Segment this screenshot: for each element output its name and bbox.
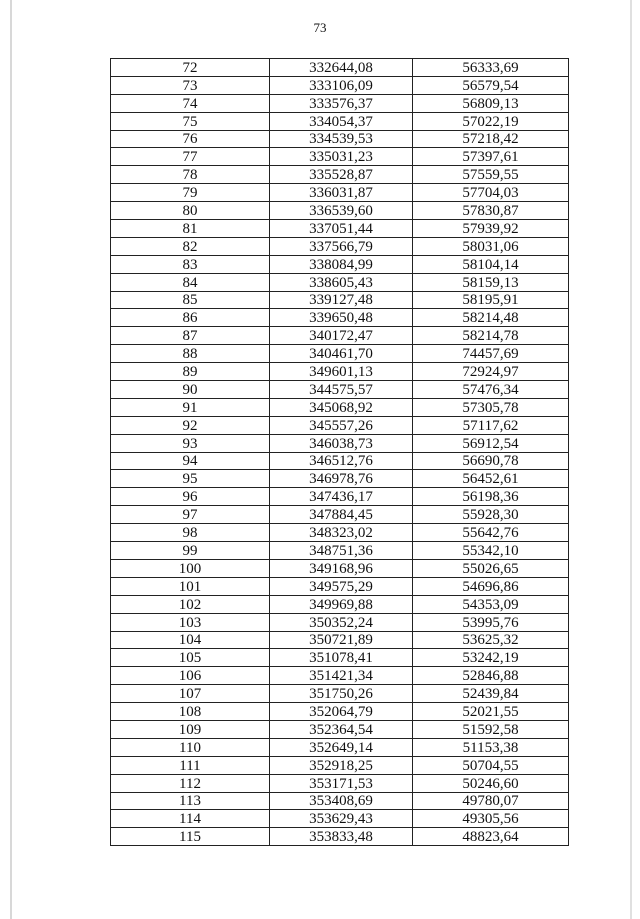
y-coordinate-cell: 52021,55 (413, 703, 569, 721)
table-row (111, 774, 569, 792)
page-number: 73 (313, 20, 327, 35)
x-coordinate-cell: 344575,57 (270, 381, 413, 399)
x-coordinate-cell: 350352,24 (270, 613, 413, 631)
table-row (111, 59, 569, 77)
y-coordinate-cell: 51153,38 (413, 738, 569, 756)
y-coordinate-cell: 53242,19 (413, 649, 569, 667)
x-coordinate-cell: 351750,26 (270, 685, 413, 703)
table-row (111, 434, 569, 452)
y-coordinate-cell: 56912,54 (413, 434, 569, 452)
y-coordinate-cell: 50246,60 (413, 774, 569, 792)
x-coordinate-cell: 336539,60 (270, 202, 413, 220)
y-coordinate-cell: 74457,69 (413, 345, 569, 363)
point-number-cell: 111 (111, 756, 270, 774)
y-coordinate-cell: 54353,09 (413, 595, 569, 613)
point-number-cell: 89 (111, 363, 270, 381)
point-number-cell: 94 (111, 452, 270, 470)
x-coordinate-cell: 346978,76 (270, 470, 413, 488)
point-number-cell: 104 (111, 631, 270, 649)
point-number-cell: 102 (111, 595, 270, 613)
table-row (111, 184, 569, 202)
table-row (111, 148, 569, 166)
y-coordinate-cell: 55026,65 (413, 559, 569, 577)
table-row (111, 542, 569, 560)
y-coordinate-cell: 55642,76 (413, 524, 569, 542)
table-row (111, 738, 569, 756)
y-coordinate-cell: 49305,56 (413, 810, 569, 828)
point-number-cell: 82 (111, 237, 270, 255)
table-row (111, 76, 569, 94)
table-row (111, 220, 569, 238)
point-number-cell: 105 (111, 649, 270, 667)
x-coordinate-cell: 346512,76 (270, 452, 413, 470)
table-row (111, 667, 569, 685)
y-coordinate-cell: 57559,55 (413, 166, 569, 184)
table-row (111, 810, 569, 828)
x-coordinate-cell: 340461,70 (270, 345, 413, 363)
table-row (111, 685, 569, 703)
x-coordinate-cell: 352064,79 (270, 703, 413, 721)
y-coordinate-cell: 57704,03 (413, 184, 569, 202)
x-coordinate-cell: 338084,99 (270, 255, 413, 273)
x-coordinate-cell: 350721,89 (270, 631, 413, 649)
x-coordinate-cell: 336031,87 (270, 184, 413, 202)
point-number-cell: 86 (111, 309, 270, 327)
x-coordinate-cell: 333106,09 (270, 76, 413, 94)
x-coordinate-cell: 352364,54 (270, 720, 413, 738)
x-coordinate-cell: 335031,23 (270, 148, 413, 166)
point-number-cell: 74 (111, 94, 270, 112)
x-coordinate-cell: 353171,53 (270, 774, 413, 792)
y-coordinate-cell: 58214,48 (413, 309, 569, 327)
y-coordinate-cell: 56333,69 (413, 59, 569, 77)
coordinates-table (110, 58, 569, 846)
y-coordinate-cell: 72924,97 (413, 363, 569, 381)
x-coordinate-cell: 338605,43 (270, 273, 413, 291)
table-row (111, 524, 569, 542)
table-row (111, 237, 569, 255)
table-row (111, 559, 569, 577)
table-row (111, 756, 569, 774)
x-coordinate-cell: 347884,45 (270, 506, 413, 524)
point-number-cell: 92 (111, 416, 270, 434)
y-coordinate-cell: 56579,54 (413, 76, 569, 94)
point-number-cell: 84 (111, 273, 270, 291)
point-number-cell: 88 (111, 345, 270, 363)
point-number-cell: 81 (111, 220, 270, 238)
point-number-cell: 78 (111, 166, 270, 184)
point-number-cell: 107 (111, 685, 270, 703)
y-coordinate-cell: 58214,78 (413, 327, 569, 345)
y-coordinate-cell: 58195,91 (413, 291, 569, 309)
point-number-cell: 103 (111, 613, 270, 631)
x-coordinate-cell: 337566,79 (270, 237, 413, 255)
point-number-cell: 108 (111, 703, 270, 721)
point-number-cell: 73 (111, 76, 270, 94)
y-coordinate-cell: 49780,07 (413, 792, 569, 810)
table-row (111, 130, 569, 148)
y-coordinate-cell: 57022,19 (413, 112, 569, 130)
point-number-cell: 76 (111, 130, 270, 148)
y-coordinate-cell: 56690,78 (413, 452, 569, 470)
x-coordinate-cell: 353408,69 (270, 792, 413, 810)
point-number-cell: 96 (111, 488, 270, 506)
y-coordinate-cell: 56809,13 (413, 94, 569, 112)
x-coordinate-cell: 337051,44 (270, 220, 413, 238)
table-row (111, 595, 569, 613)
y-coordinate-cell: 53995,76 (413, 613, 569, 631)
table-row (111, 255, 569, 273)
y-coordinate-cell: 58104,14 (413, 255, 569, 273)
x-coordinate-cell: 353833,48 (270, 828, 413, 846)
scan-edge-right (630, 0, 632, 919)
point-number-cell: 113 (111, 792, 270, 810)
table-row (111, 577, 569, 595)
table-row (111, 452, 569, 470)
x-coordinate-cell: 345068,92 (270, 398, 413, 416)
x-coordinate-cell: 351078,41 (270, 649, 413, 667)
x-coordinate-cell: 339650,48 (270, 309, 413, 327)
table-row (111, 613, 569, 631)
point-number-cell: 106 (111, 667, 270, 685)
y-coordinate-cell: 56452,61 (413, 470, 569, 488)
x-coordinate-cell: 339127,48 (270, 291, 413, 309)
x-coordinate-cell: 349969,88 (270, 595, 413, 613)
point-number-cell: 110 (111, 738, 270, 756)
y-coordinate-cell: 53625,32 (413, 631, 569, 649)
point-number-cell: 90 (111, 381, 270, 399)
table-row (111, 327, 569, 345)
x-coordinate-cell: 352918,25 (270, 756, 413, 774)
table-row (111, 166, 569, 184)
point-number-cell: 85 (111, 291, 270, 309)
point-number-cell: 87 (111, 327, 270, 345)
y-coordinate-cell: 57117,62 (413, 416, 569, 434)
point-number-cell: 72 (111, 59, 270, 77)
y-coordinate-cell: 57830,87 (413, 202, 569, 220)
x-coordinate-cell: 335528,87 (270, 166, 413, 184)
y-coordinate-cell: 52439,84 (413, 685, 569, 703)
x-coordinate-cell: 347436,17 (270, 488, 413, 506)
point-number-cell: 99 (111, 542, 270, 560)
table-row (111, 94, 569, 112)
point-number-cell: 75 (111, 112, 270, 130)
table-row (111, 720, 569, 738)
point-number-cell: 79 (111, 184, 270, 202)
table-row (111, 381, 569, 399)
y-coordinate-cell: 55928,30 (413, 506, 569, 524)
x-coordinate-cell: 349168,96 (270, 559, 413, 577)
point-number-cell: 91 (111, 398, 270, 416)
y-coordinate-cell: 55342,10 (413, 542, 569, 560)
y-coordinate-cell: 56198,36 (413, 488, 569, 506)
x-coordinate-cell: 345557,26 (270, 416, 413, 434)
point-number-cell: 80 (111, 202, 270, 220)
point-number-cell: 100 (111, 559, 270, 577)
x-coordinate-cell: 334539,53 (270, 130, 413, 148)
table-row (111, 202, 569, 220)
x-coordinate-cell: 340172,47 (270, 327, 413, 345)
x-coordinate-cell: 352649,14 (270, 738, 413, 756)
x-coordinate-cell: 349601,13 (270, 363, 413, 381)
table-row (111, 291, 569, 309)
y-coordinate-cell: 58159,13 (413, 273, 569, 291)
x-coordinate-cell: 346038,73 (270, 434, 413, 452)
table-row (111, 416, 569, 434)
point-number-cell: 112 (111, 774, 270, 792)
point-number-cell: 95 (111, 470, 270, 488)
point-number-cell: 114 (111, 810, 270, 828)
table-row (111, 828, 569, 846)
y-coordinate-cell: 54696,86 (413, 577, 569, 595)
x-coordinate-cell: 332644,08 (270, 59, 413, 77)
table-row (111, 703, 569, 721)
y-coordinate-cell: 57939,92 (413, 220, 569, 238)
point-number-cell: 83 (111, 255, 270, 273)
table-row (111, 273, 569, 291)
point-number-cell: 98 (111, 524, 270, 542)
table-row (111, 363, 569, 381)
y-coordinate-cell: 58031,06 (413, 237, 569, 255)
y-coordinate-cell: 52846,88 (413, 667, 569, 685)
x-coordinate-cell: 348751,36 (270, 542, 413, 560)
y-coordinate-cell: 50704,55 (413, 756, 569, 774)
y-coordinate-cell: 57218,42 (413, 130, 569, 148)
table-row (111, 488, 569, 506)
point-number-cell: 115 (111, 828, 270, 846)
x-coordinate-cell: 333576,37 (270, 94, 413, 112)
x-coordinate-cell: 348323,02 (270, 524, 413, 542)
x-coordinate-cell: 334054,37 (270, 112, 413, 130)
y-coordinate-cell: 48823,64 (413, 828, 569, 846)
table-row (111, 309, 569, 327)
table-row (111, 506, 569, 524)
point-number-cell: 109 (111, 720, 270, 738)
x-coordinate-cell: 353629,43 (270, 810, 413, 828)
table-row (111, 792, 569, 810)
point-number-cell: 101 (111, 577, 270, 595)
point-number-cell: 77 (111, 148, 270, 166)
x-coordinate-cell: 351421,34 (270, 667, 413, 685)
table-row (111, 398, 569, 416)
table-row (111, 631, 569, 649)
y-coordinate-cell: 57305,78 (413, 398, 569, 416)
table-row (111, 345, 569, 363)
point-number-cell: 93 (111, 434, 270, 452)
x-coordinate-cell: 349575,29 (270, 577, 413, 595)
y-coordinate-cell: 57476,34 (413, 381, 569, 399)
scan-edge-left (10, 0, 12, 919)
table-row (111, 112, 569, 130)
coordinates-table-body (111, 59, 569, 846)
y-coordinate-cell: 57397,61 (413, 148, 569, 166)
y-coordinate-cell: 51592,58 (413, 720, 569, 738)
point-number-cell: 97 (111, 506, 270, 524)
table-row (111, 470, 569, 488)
table-row (111, 649, 569, 667)
